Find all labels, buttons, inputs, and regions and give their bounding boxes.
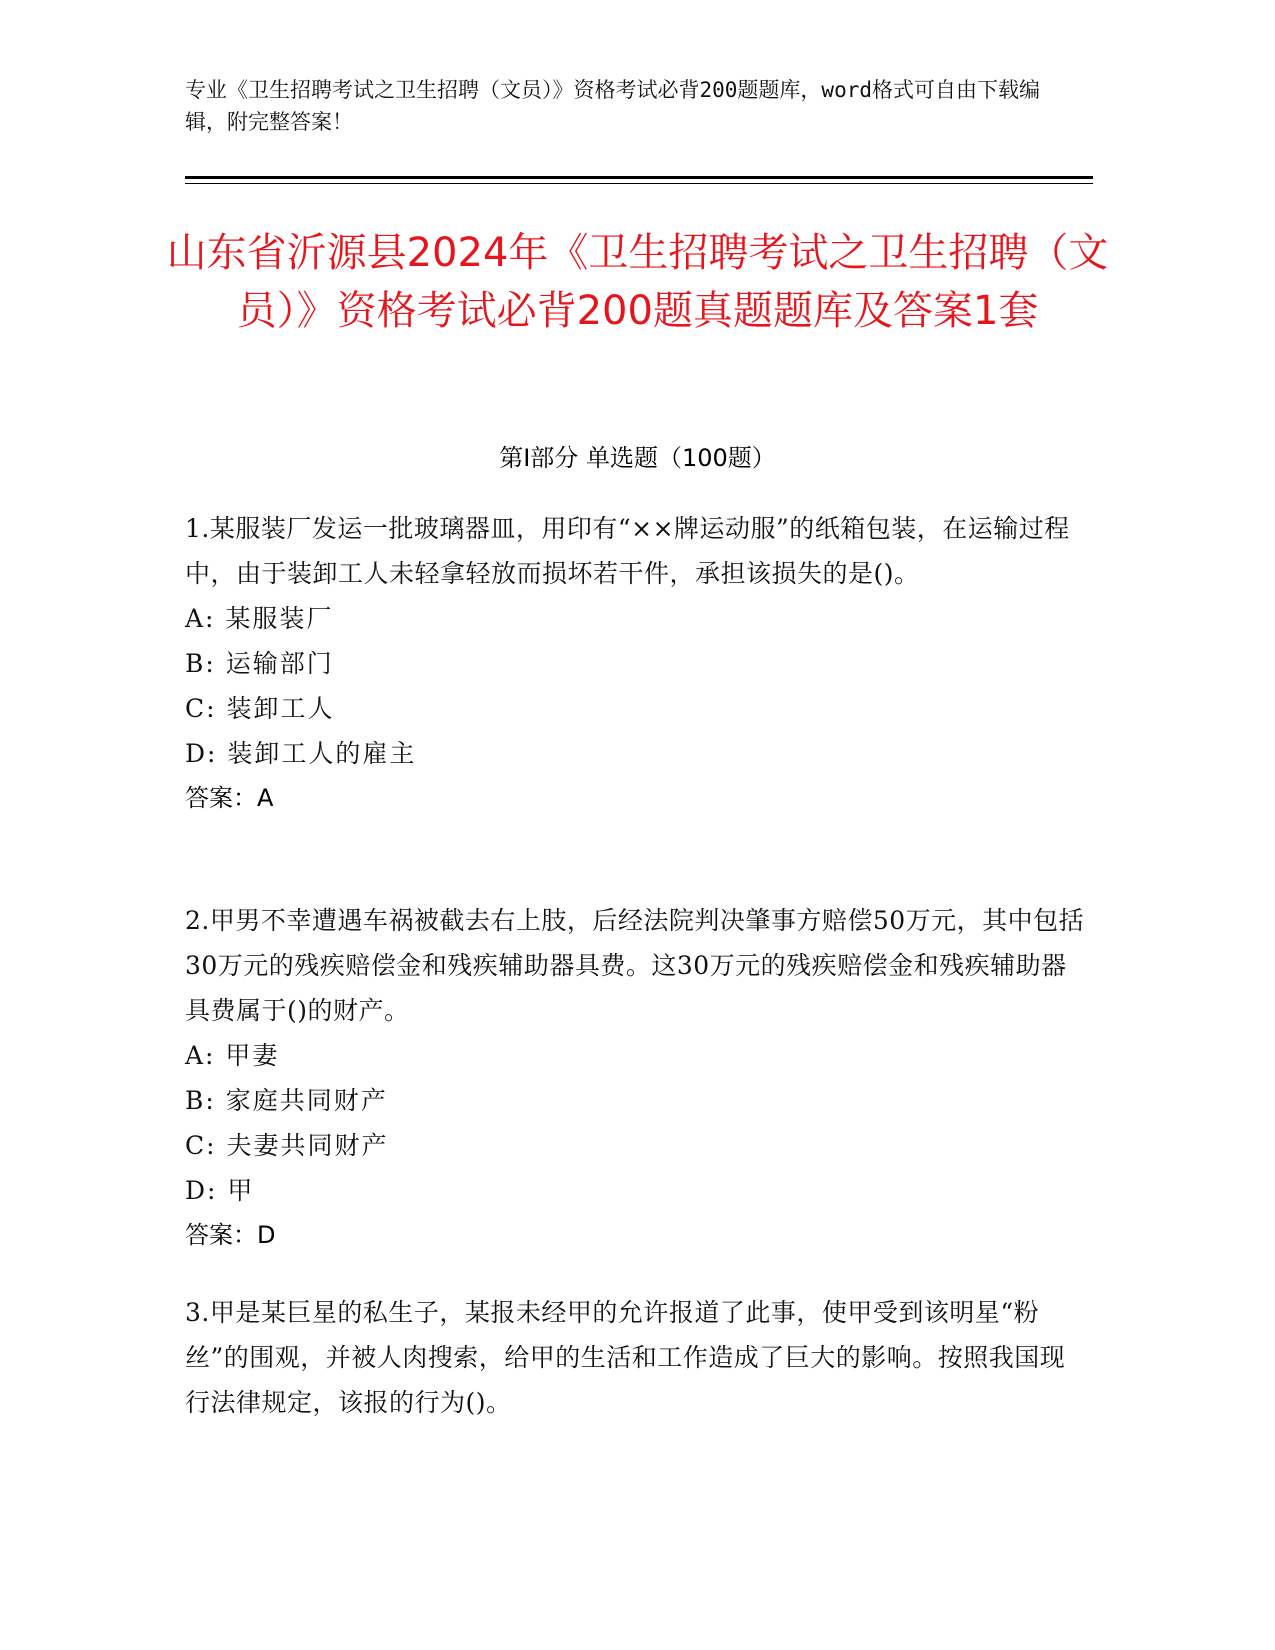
question-stem: 2.甲男不幸遭遇车祸被截去右上肢，后经法院判决肇事方赔偿50万元，其中包括30万元的残疾赔偿金和残疾辅助器具费。这30万元的残疾赔偿金和残疾辅助器具费属于()的财产。 [185, 906, 1085, 1025]
option-b: B: 运输部门 [185, 649, 334, 678]
question-stem: 3.甲是某巨星的私生子，某报未经甲的允许报道了此事，使甲受到该明星“粉丝”的围观，并被人肉搜索，给甲的生活和工作造成了巨大的影响。按照我国现行法律规定，该报的行为()。 [185, 1298, 1066, 1417]
answer: 答案：D [185, 1221, 276, 1249]
question-1 [185, 506, 1085, 821]
option-a: A: 某服装厂 [185, 604, 334, 633]
option-c: C: 装卸工人 [185, 694, 335, 723]
section-title: 第Ⅰ部分 单选题（100题） [499, 444, 776, 472]
document-title: 山东省沂源县2024年《卫生招聘考试之卫生招聘（文员）》资格考试必背200题真题题库及答案1套 [166, 230, 1109, 334]
header-rule-thick [185, 176, 1093, 179]
option-d: D: 装卸工人的雇主 [185, 739, 417, 768]
option-a: A: 甲妻 [185, 1041, 280, 1070]
header-rule-thin [185, 183, 1093, 184]
question-3 [185, 1290, 1085, 1425]
option-b: B: 家庭共同财产 [185, 1086, 388, 1115]
header-note: 专业《卫生招聘考试之卫生招聘（文员）》资格考试必背200题题库，word格式可自由下载编辑，附完整答案！ [185, 78, 1040, 134]
answer: 答案：A [185, 784, 274, 812]
question-2 [185, 898, 1085, 1258]
option-c: C: 夫妻共同财产 [185, 1131, 389, 1160]
question-stem: 1.某服装厂发运一批玻璃器皿，用印有“××牌运动服”的纸箱包装，在运输过程中，由于装卸工人未轻拿轻放而损坏若干件，承担该损失的是()。 [185, 514, 1070, 588]
option-d: D: 甲 [185, 1176, 255, 1205]
